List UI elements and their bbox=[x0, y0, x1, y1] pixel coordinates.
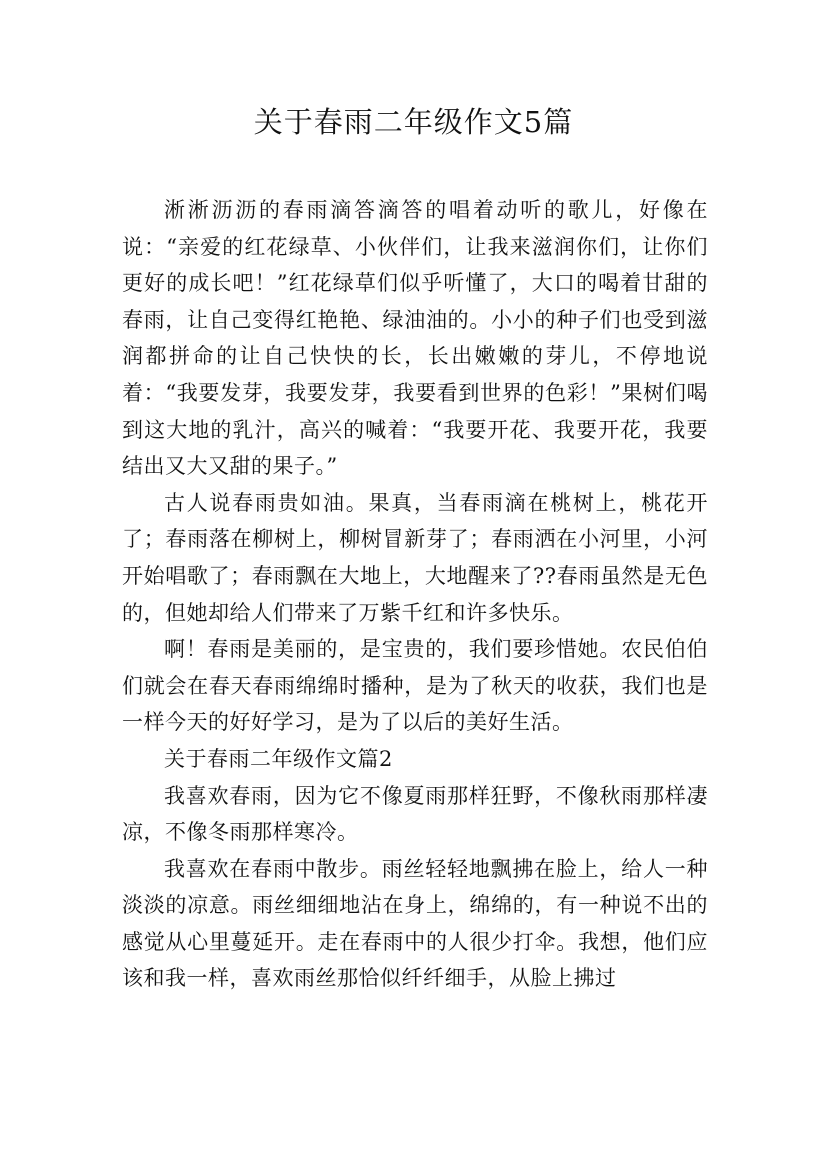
document-body bbox=[122, 192, 708, 997]
paragraph-1: 淅淅沥沥的春雨滴答滴答的唱着动听的歌儿，好像在说：“亲爱的红花绿草、小伙伴们，让我来滋润你们，让你们更好的成长吧！”红花绿草们似乎听懂了，大口的喝着甘甜的春雨，让自己变得红艳艳、绿油油的。小小的种子们也受到滋润都拼命的让自己快快的长，长出嫩嫩的芽儿，不停地说着：“我要发芽，我要发芽，我要看到世界的色彩！”果树们喝到这大地的乳汁，高兴的喊着：“我要开花、我要开花，我要结出又大又甜的果子。” bbox=[122, 198, 708, 479]
document-title: 关于春雨二年级作文5篇 bbox=[253, 105, 574, 139]
paragraph-5: 我喜欢在春雨中散步。雨丝轻轻地飘拂在脸上，给人一种淡淡的凉意。雨丝细细地沾在身上，绵绵的，有一种说不出的感觉从心里蔓延开。走在春雨中的人很少打伞。我想，他们应该和我一样，喜欢雨丝那恰似纤纤细手，从脸上拂过 bbox=[122, 856, 708, 991]
section-heading: 关于春雨二年级作文篇2 bbox=[164, 746, 393, 771]
paragraph-4: 我喜欢春雨，因为它不像夏雨那样狂野，不像秋雨那样凄凉，不像冬雨那样寒冷。 bbox=[122, 783, 708, 845]
paragraph-2: 古人说春雨贵如油。果真，当春雨滴在桃树上，桃花开了；春雨落在柳树上，柳树冒新芽了；春雨洒在小河里，小河开始唱歌了；春雨飘在大地上，大地醒来了??春雨虽然是无色的，但她却给人们带来了万紫千红和许多快乐。 bbox=[122, 490, 708, 625]
paragraph-3: 啊！春雨是美丽的，是宝贵的，我们要珍惜她。农民伯伯们就会在春天春雨绵绵时播种，是为了秋天的收获，我们也是一样今天的好好学习，是为了以后的美好生活。 bbox=[122, 637, 708, 735]
